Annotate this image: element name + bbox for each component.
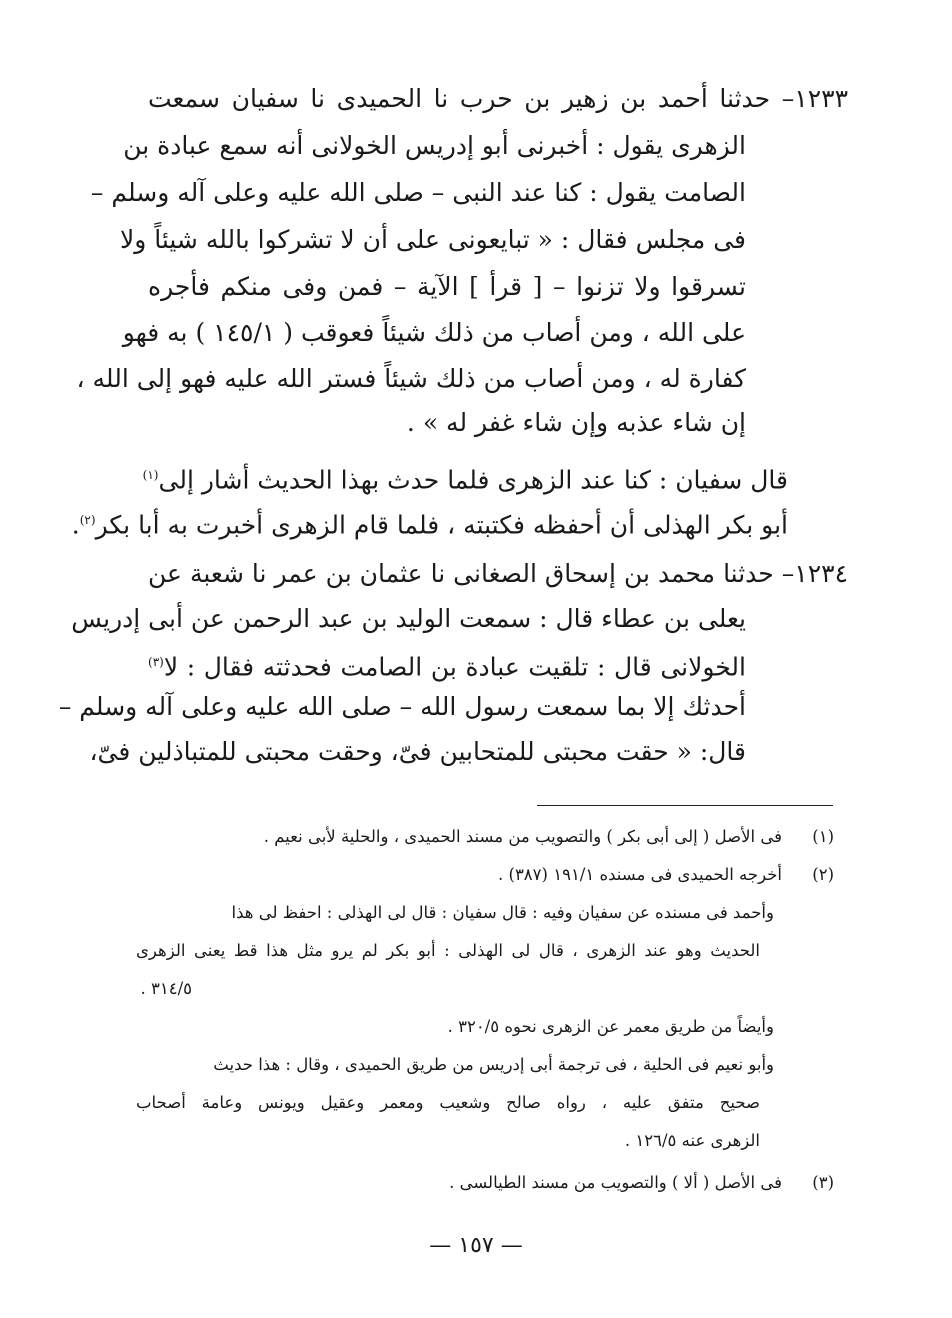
footnote-ref-3: (٣) (148, 655, 164, 669)
hadith-1234-line-1: ١٢٣٤– حدثنا محمد بن إسحاق الصغانى نا عثمان بن عمر نا شعبة عن (148, 559, 848, 588)
hadith-1234-line-3: الخولانى قال : تلقيت عبادة بن الصامت فحدثته فقال : لا$^{(٣)}$ (148, 652, 746, 682)
footnote-1-text: فى الأصل ( إلى أبى بكر ) والتصويب من مسند الحميدى ، والحلية لأبى نعيم . (263, 827, 782, 846)
sufyan-note-line-1: قال سفيان : كنا عند الزهرى فلما حدث بهذا الحديث أشار إلى$^{(١)}$ (142, 465, 788, 495)
footnote-separator (537, 805, 833, 806)
footnote-ref-1: (١) (142, 468, 159, 482)
footnote-2-para-1-line-1: وأحمد فى مسنده عن سفيان وفيه : قال سفيان : قال لى الهذلى : احفظ لى هذا (231, 903, 774, 922)
footnote-2-para-3-line-3: الزهرى عنه ١٢٦/٥ . (624, 1131, 760, 1150)
footnote-marker-2: (٢) (812, 865, 834, 884)
hadith-1233-line-7: كفارة له ، ومن أصاب من ذلك شيئاً فستر الله عليه فهو إلى الله ، (76, 364, 746, 393)
hadith-1233-line-3: الصامت يقول : كنا عند النبى – صلى الله عليه وعلى آله وسلم – (90, 178, 746, 207)
page-number: — ١٥٧ — (429, 1233, 523, 1258)
footnote-2-text: أخرجه الحميدى فى مسنده ١٩١/١ (٣٨٧) . (498, 865, 782, 884)
footnote-2-para-2: وأيضاً من طريق معمر عن الزهرى نحوه ٣٢٠/٥ . (447, 1017, 774, 1036)
footnote-2-para-1-line-3: ٣١٤/٥ . (140, 979, 192, 998)
footnote-ref-2: (٢) (79, 513, 96, 527)
hadith-1233-line-8: إن شاء عذبه وإن شاء غفر له » . (406, 408, 746, 437)
sufyan-note-line-2: أبو بكر الهذلى أن أحفظه فكتبته ، فلما قام الزهرى أخبرت به أبا بكر$^{(٢)}$. (71, 510, 788, 540)
hadith-1234-line-4: أحدثك إلا بما سمعت رسول الله – صلى الله عليه وعلى آله وسلم – (58, 692, 746, 721)
hadith-number: ١٢٣٣ (794, 84, 849, 113)
hadith-1233-line-1: ١٢٣٣– حدثنا أحمد بن زهير بن حرب نا الحميدى نا سفيان سمعت (148, 84, 849, 113)
hadith-1233-line-2: الزهرى يقول : أخبرنى أبو إدريس الخولانى أنه سمع عبادة بن (123, 131, 746, 160)
footnote-3-text: فى الأصل ( ألا ) والتصويب من مسند الطيالسى . (449, 1173, 782, 1192)
footnote-marker-3: (٣) (812, 1173, 834, 1192)
hadith-1233-line-6: على الله ، ومن أصاب من ذلك شيئاً فعوقب ( ١٤٥/١ ) به فهو (122, 318, 746, 347)
hadith-number: ١٢٣٤ (794, 559, 848, 588)
hadith-1234-line-5: قال: « حقت محبتى للمتحابين فىّ، وحقت محبتى للمتباذلين فىّ، (89, 737, 746, 766)
hadith-1233-line-5: تسرقوا ولا تزنوا – [ قرأ ] الآية – فمن وفى منكم فأجره (148, 272, 746, 301)
footnote-2-para-3-line-1: وأبو نعيم فى الحلية ، فى ترجمة أبى إدريس من طريق الحميدى ، وقال : هذا حديث (213, 1055, 774, 1074)
footnote-marker-1: (١) (812, 827, 834, 846)
hadith-1233-line-4: فى مجلس فقال : « تبايعونى على أن لا تشركوا بالله شيئاً ولا (119, 225, 746, 254)
footnote-2-para-1-line-2: الحديث وهو عند الزهرى ، قال لى الهذلى : أبو بكر لم يرو مثل هذا قط يعنى الزهرى (136, 941, 760, 960)
hadith-1234-line-2: يعلى بن عطاء قال : سمعت الوليد بن عبد الرحمن عن أبى إدريس (71, 604, 746, 633)
footnote-2-para-3-line-2: صحيح متفق عليه ، رواه صالح وشعيب ومعمر وعقيل ويونس وعامة أصحاب (136, 1093, 760, 1112)
